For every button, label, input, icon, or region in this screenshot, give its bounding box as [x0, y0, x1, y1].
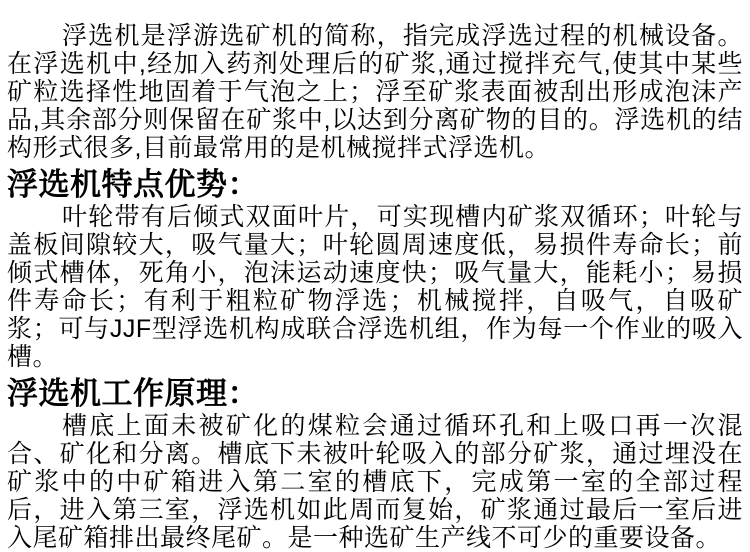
section-heading-working-principle: 浮选机工作原理： — [7, 376, 259, 411]
section-heading-features: 浮选机特点优势： — [7, 167, 259, 202]
intro-paragraph: 浮选机是浮游选矿机的简称，指完成浮选过程的机械设备。在浮选机中,经加入药剂处理后的矿浆,通过搅拌充气,使其中某些矿粒选择性地固着于气泡之上；浮至矿浆表面被刮出形成泡沫产品,其余部分则保留在矿浆中,以达到分离矿物的目的。浮选机的结构形式很多,目前最常用的是机械搅拌式浮选机。 — [7, 22, 743, 162]
working-principle-paragraph: 槽底上面未被矿化的煤粒会通过循环孔和上吸口再一次混合、矿化和分离。槽底下未被叶轮吸入的部分矿浆，通过埋没在矿浆中的中矿箱进入第二室的槽底下，完成第一室的全部过程后，进入第三室，浮选机如此周而复始，矿浆通过最后一室后进入尾矿箱排出最终尾矿。是一种选矿生产线不可少的重要设备。 — [7, 412, 743, 552]
features-paragraph: 叶轮带有后倾式双面叶片，可实现槽内矿浆双循环；叶轮与盖板间隙较大，吸气量大；叶轮圆周速度低，易损件寿命长；前倾式槽体，死角小，泡沫运动速度快；吸气量大，能耗小；易损件寿命长；有利于粗粒矿物浮选；机械搅拌，自吸气，自吸矿浆；可与JJF型浮选机构成联合浮选机组，作为每一个作业的吸入槽。 — [7, 203, 743, 371]
